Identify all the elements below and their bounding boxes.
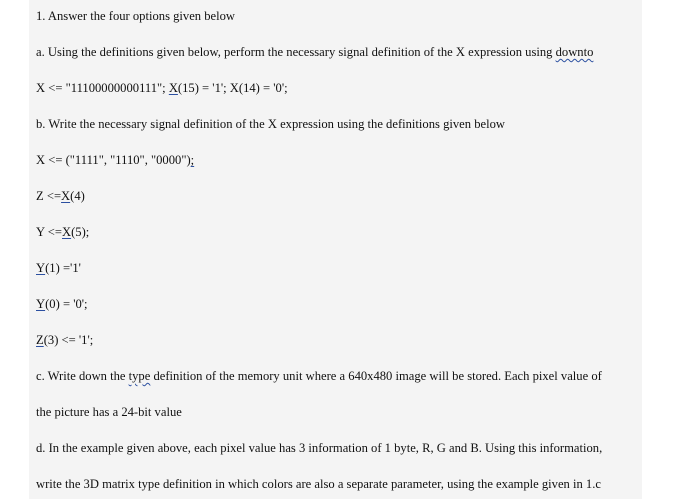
part-a-code: X <= "11100000000111"; X(15) = '1'; X(14) = '0'; — [36, 81, 288, 95]
part-b-text: b. Write the necessary signal definition of the X expression using the definitions given below — [36, 117, 505, 131]
underlined-identifier: Y — [36, 297, 46, 311]
underlined-identifier: X — [61, 189, 71, 203]
part-b-code-y0: Y(0) = '0'; — [36, 297, 88, 311]
part-a-text: a. Using the definitions given below, perform the necessary signal definition of the X expression using downto — [36, 45, 594, 59]
part-c-text: c. Write down the type definition of the memory unit where a 640x480 image will be stored. Each pixel value of — [36, 369, 602, 383]
underlined-identifier: X — [168, 81, 178, 95]
question-heading: 1. Answer the four options given below — [36, 9, 236, 23]
part-c-text-continued: the picture has a 24-bit value — [36, 405, 182, 419]
part-b-code-y1: Y(1) ='1' — [36, 261, 81, 275]
part-d-text: d. In the example given above, each pixel value has 3 information of 1 byte, R, G and B. Using this information, — [36, 441, 603, 455]
spellcheck-word: type — [128, 369, 151, 383]
part-b-code-x: X <= ("1111", "1110", "0000"); — [36, 153, 195, 167]
underlined-identifier: X — [61, 225, 72, 239]
document-page — [29, 0, 642, 499]
underlined-identifier: Y — [36, 261, 46, 275]
spellcheck-word: downto — [555, 45, 594, 59]
underlined-identifier: Z — [36, 333, 44, 347]
underlined-punctuation: ; — [190, 153, 195, 167]
part-b-code-z3: Z(3) <= '1'; — [36, 333, 94, 347]
part-b-code-y: Y <=X(5); — [36, 225, 90, 239]
part-b-code-z: Z <=X(4) — [36, 189, 85, 203]
part-d-text-continued: write the 3D matrix type definition in which colors are also a separate parameter, using the example given in 1.c — [36, 477, 601, 491]
